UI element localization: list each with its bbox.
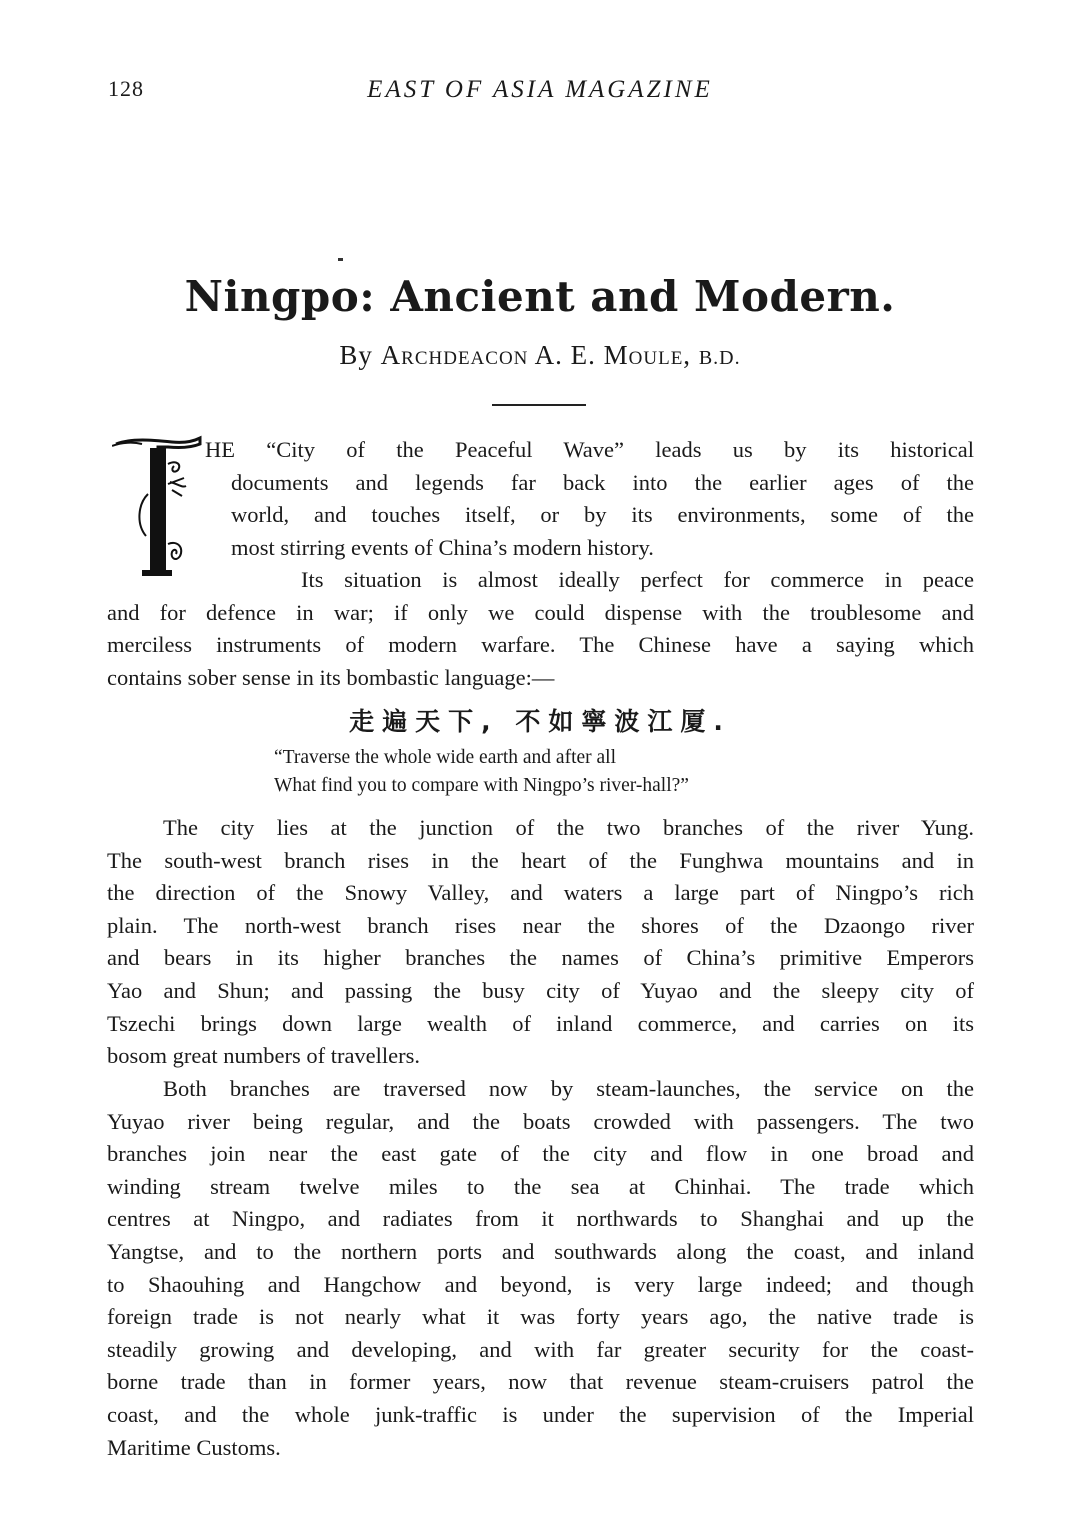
text-line: Yuyao river being regular, and the boats crowded with passengers. The two [107, 1108, 974, 1134]
text-line: plain. The north-west branch rises near the shores of the Dzaongo river [107, 912, 974, 938]
text-line: borne trade than in former years, now that revenue steam-cruisers patrol the [107, 1369, 974, 1395]
verse-translation [274, 744, 689, 800]
paragraph-4 [107, 1073, 974, 1464]
magazine-title: EAST OF ASIA MAGAZINE [367, 76, 713, 103]
paragraph-2 [107, 564, 974, 694]
text-line: and for defence in war; if only we could dispense with the troublesome and [107, 599, 974, 625]
article-title: Ningpo: Ancient and Modern. [184, 272, 896, 321]
text-line: Maritime Customs. [107, 1434, 281, 1460]
byline [108, 340, 972, 371]
text-line: Both branches are traversed now by steam-launches, the service on the [163, 1076, 974, 1101]
text-line: world, and touches itself, or by its environments, some of the [231, 502, 974, 528]
text-line: most stirring events of China’s modern history. [231, 534, 654, 560]
text-line: foreign trade is not nearly what it was forty years ago, the native trade is [107, 1304, 974, 1330]
verse-line-1: “Traverse the whole wide earth and after all [274, 747, 617, 768]
text-line: and bears in its higher branches the names of China’s primitive Emperors [107, 945, 974, 971]
byline-prefix: By [339, 340, 373, 370]
text-line: centres at Ningpo, and radiates from it northwards to Shanghai and up the [107, 1206, 974, 1232]
text-line: the direction of the Snowy Valley, and waters a large part of Ningpo’s rich [107, 880, 974, 906]
page-number: 128 [108, 76, 144, 101]
text-line: bosom great numbers of travellers. [107, 1043, 421, 1069]
verse-line-2: What find you to compare with Ningpo’s river-hall?” [274, 775, 689, 796]
text-line: documents and legends far back into the earlier ages of the [231, 469, 974, 495]
text-line: merciless instruments of modern warfare. The Chinese have a saying which [107, 632, 974, 658]
text-line: The south-west branch rises in the heart of the Funghwa mountains and in [107, 847, 974, 873]
running-head [108, 76, 972, 110]
text-line: coast, and the whole junk-traffic is under the supervision of the Imperial [107, 1401, 974, 1427]
byline-degree: B.D. [698, 347, 741, 369]
text-line: branches join near the east gate of the city and flow in one broad and [107, 1141, 974, 1167]
text-line: steadily growing and developing, and with far greater security for the coast- [107, 1336, 974, 1362]
text-line: to Shaouhing and Hangchow and beyond, is very large indeed; and though [107, 1271, 974, 1297]
text-line: contains sober sense in its bombastic language:— [107, 664, 555, 690]
byline-author: Archdeacon A. E. Moule, [380, 340, 692, 370]
text-line: Its situation is almost ideally perfect for commerce in peace [301, 567, 974, 592]
text-line: HE “City of the Peaceful Wave” leads us by its historical [205, 437, 974, 462]
text-line: Yangtse, and to the northern ports and southwards along the coast, and inland [107, 1238, 974, 1264]
chinese-saying: 走遍天下, 不如寧波江厦. [349, 707, 731, 736]
title-rule [492, 404, 586, 406]
text-line: Tszechi brings down large wealth of inland commerce, and carries on its [107, 1010, 974, 1036]
text-line: The city lies at the junction of the two branches of the river Yung. [163, 815, 974, 840]
print-speck [338, 258, 343, 261]
paragraph-1 [107, 434, 974, 564]
text-line: Yao and Shun; and passing the busy city of Yuyao and the sleepy city of [107, 977, 974, 1003]
text-line: winding stream twelve miles to the sea at Chinhai. The trade which [107, 1173, 974, 1199]
paragraph-3 [107, 812, 974, 1073]
